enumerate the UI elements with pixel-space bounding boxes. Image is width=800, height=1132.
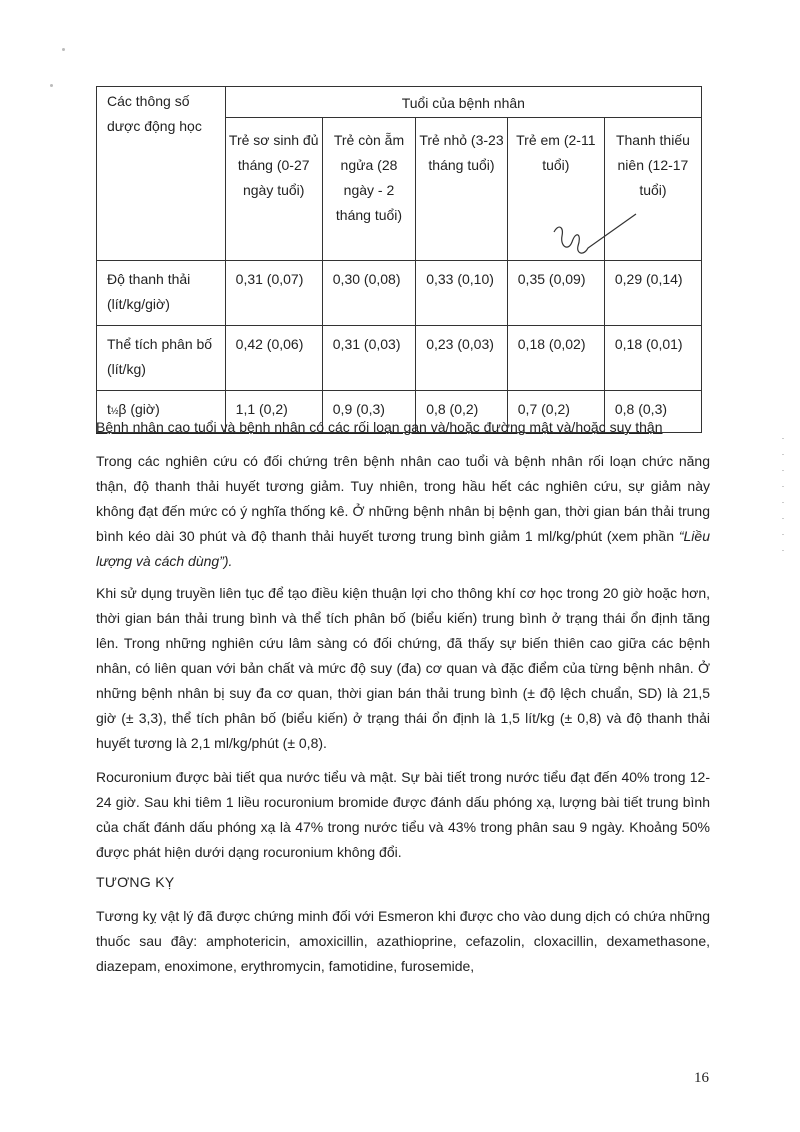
cross-reference-italic: “Liều lượng và cách dùng”). (96, 528, 710, 569)
param-label-rest: β (giờ) (118, 401, 160, 417)
age-group-label: Trẻ còn ẵm ngửa (28 ngày - 2 tháng tuổi) (333, 132, 405, 223)
table-cell (604, 326, 701, 391)
paragraph: Tương kỵ vật lý đã được chứng minh đối với Esmeron khi được cho vào dung dịch có chứa những thuốc sau đây: amphotericin, amoxicillin, azathioprine, cefazolin, cloxacillin, dexamethasone, diazepam, enoximone, erythromycin, famotidine, furosemide, (96, 908, 710, 974)
age-header-cell (225, 87, 701, 118)
cell-value: 1,1 (0,2) (235, 401, 288, 417)
param-label: t (107, 401, 111, 417)
param-subscript: ½ (110, 406, 119, 416)
paragraph: Rocuronium được bài tiết qua nước tiểu và mật. Sự bài tiết trong nước tiểu đạt đến 40% trong 12-24 giờ. Sau khi tiêm 1 liều rocuronium bromide được đánh dấu phóng xạ, lượng bài tiết trung bình của chất đánh dấu phóng xạ là 47% trong nước tiểu và 43% trong phân sau 9 ngày. Khoảng 50% được phát hiện dưới dạng rocuronium không đổi. (96, 769, 710, 860)
table-row (97, 261, 702, 326)
cell-value: 0,31 (0,03) (332, 336, 401, 352)
param-header-cell (97, 87, 226, 261)
age-group-label: Thanh thiếu niên (12-17 tuổi) (615, 132, 690, 198)
table-cell (416, 261, 508, 326)
scan-dot-icon (62, 48, 65, 51)
cell-value: 0,33 (0,10) (426, 271, 494, 287)
paragraph: Khi sử dụng truyền liên tục để tạo điều kiện thuận lợi cho thông khí cơ học trong 20 giờ hoặc hơn, thời gian bán thải trung bình và thể tích phân bố (biểu kiến) trung bình ở trạng thái ổn định tăng lên. Trong những nghiên cứu lâm sàng có đối chứng, đã thấy sự biến thiên cao giữa các bệnh nhân, có liên quan với bản chất và mức độ suy (đa) cơ quan và đặc điểm của từng bệnh nhân. Ở những bệnh nhân bị suy đa cơ quan, thời gian bán thải trung bình (± độ lệch chuẩn, SD) là 21,5 giờ (± 3,3), thể tích phân bố (biểu kiến) ở trạng thái ổn định là 1,5 lít/kg (± 0,8) và độ thanh thải huyết tương là 2,1 ml/kg/phút (± 0,8). (96, 585, 710, 751)
table-cell (416, 326, 508, 391)
cell-value: 0,42 (0,06) (235, 336, 304, 352)
row-param-volume (97, 326, 226, 391)
table-cell (507, 326, 604, 391)
table-cell (225, 261, 322, 326)
table-cell (322, 326, 415, 391)
cell-value: 0,7 (0,2) (517, 401, 570, 417)
paragraph-text: Trong các nghiên cứu có đối chứng trên bệnh nhân cao tuổi và bệnh nhân rối loạn chức năng thận, độ thanh thải huyết tương giảm. Tuy nhiên, trong hầu hết các nghiên cứu, sự giảm này không đạt đến mức có ý nghĩa thống kê. Ở những bệnh nhân bị bệnh gan, thời gian bán thải trung bình kéo dài 30 phút và độ thanh thải huyết tương trung bình giảm 1 ml/kg/phút (xem phần (96, 453, 710, 544)
age-header: Tuổi của bệnh nhân (401, 95, 525, 111)
scan-dot-icon (50, 84, 53, 87)
signature-icon (548, 212, 638, 268)
table-cell (507, 261, 604, 326)
age-group-label: Trẻ nhỏ (3-23 tháng tuổi) (419, 132, 504, 173)
section-title: TƯƠNG KỴ (96, 874, 175, 890)
table-row (97, 326, 702, 391)
table-cell (322, 261, 415, 326)
param-header: Các thông số dược động học (107, 93, 202, 134)
age-group-label: Trẻ sơ sinh đủ tháng (0-27 ngày tuổi) (228, 132, 319, 198)
page-number: 16 (694, 1070, 709, 1086)
cell-value: 0,35 (0,09) (517, 271, 586, 287)
cell-value: 0,30 (0,08) (332, 271, 401, 287)
age-group-header (322, 118, 415, 261)
cell-value: 0,8 (0,2) (426, 401, 479, 417)
param-label: Độ thanh thải (lít/kg/giờ) (107, 271, 191, 312)
cell-value: 0,31 (0,07) (235, 271, 304, 287)
table-cell (225, 326, 322, 391)
subheading: Bệnh nhân cao tuổi và bệnh nhân có các rối loạn gan và/hoặc đường mật và/hoặc suy thận (96, 419, 663, 435)
cell-value: 0,29 (0,14) (614, 271, 683, 287)
table-cell (604, 261, 701, 326)
cell-value: 0,8 (0,3) (614, 401, 668, 417)
cell-value: 0,18 (0,01) (614, 336, 683, 352)
age-group-header (225, 118, 322, 261)
cell-value: 0,23 (0,03) (426, 336, 494, 352)
age-group-label: Trẻ em (2-11 tuổi) (516, 132, 596, 173)
param-label: Thể tích phân bố (lít/kg) (107, 336, 213, 377)
margin-marks-icon: · · · · · · · · (781, 433, 785, 555)
paragraph (96, 449, 710, 574)
age-group-header (416, 118, 508, 261)
cell-value: 0,18 (0,02) (517, 336, 586, 352)
row-param-clearance (97, 261, 226, 326)
cell-value: 0,9 (0,3) (332, 401, 385, 417)
